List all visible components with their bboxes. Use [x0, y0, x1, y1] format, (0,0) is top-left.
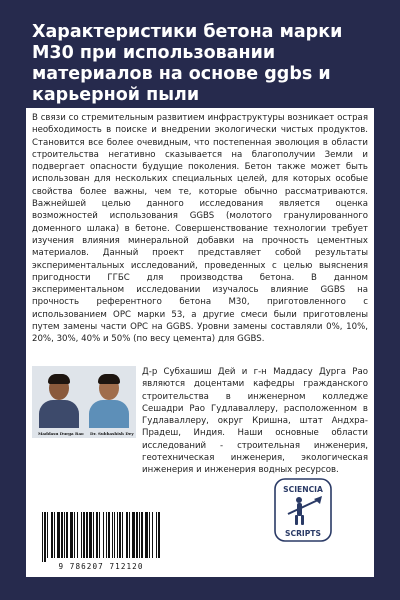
- barcode-bar: [103, 512, 104, 558]
- isbn-barcode: [34, 510, 168, 574]
- barcode-bar: [74, 512, 75, 558]
- barcode-bar: [93, 512, 94, 558]
- barcode-bar: [99, 512, 100, 558]
- barcode-bar: [57, 512, 60, 558]
- about-authors-text: Д-р Субхашиш Дей и г-н Маддасу Дурга Рао являются доцентами кафедры гражданского строительства в инженерном колледже Сешадри Рао Гудлаваллеру, расположенном в Гудлаваллеру, округ Кришна, штат Андхра-Прадеш, Индия. Наши основные области исследований - строительная инженерия, геотехническая инженерия, экологическая инженерия и инженерия водных ресурсов.: [142, 367, 368, 476]
- author-caption-1: Maddasu Durga Rao: [38, 431, 84, 436]
- back-cover-panel: [26, 108, 374, 577]
- barcode-bar: [141, 512, 143, 558]
- barcode-bar: [132, 512, 135, 558]
- author-portrait-2: [86, 372, 132, 428]
- barcode-bar: [158, 512, 160, 558]
- barcode-bar: [139, 512, 140, 558]
- author-caption-2: Dr. Subhashish Dey: [90, 431, 134, 436]
- barcode-bar: [145, 512, 148, 558]
- barcode-bar: [117, 512, 118, 558]
- barcode-bar: [47, 512, 48, 558]
- barcode-bar: [70, 512, 73, 558]
- barcode-bar: [112, 512, 113, 558]
- barcode-bar: [96, 512, 98, 558]
- barcode-bar: [136, 512, 138, 558]
- barcode-bar: [81, 512, 82, 558]
- book-title: Характеристики бетона марки М30 при использовании материалов на основе ggbs и карьерной пыли: [32, 22, 343, 105]
- barcode-bar: [119, 512, 121, 558]
- barcode-bar: [51, 512, 53, 558]
- barcode-bar: [152, 512, 153, 558]
- barcode-bar: [42, 512, 43, 562]
- authors-photo: [32, 366, 136, 438]
- barcode-bar: [54, 512, 55, 558]
- barcode-bar: [44, 512, 46, 562]
- barcode-bar: [86, 512, 88, 558]
- barcode-bar: [66, 512, 68, 558]
- barcode-bar: [61, 512, 63, 558]
- publisher-logo: [274, 478, 332, 542]
- barcode-bar: [149, 512, 150, 558]
- book-description: В связи со стремительным развитием инфраструктуры возникает острая необходимость в поиске и внедрении экологически чистых продуктов. Становится все более очевидным, что постепенная эволюция в области строительства негативно сказывается на благополучии Земли и подвергает опасности будущие поколения. Бетон также может быть использован для нескольких специальных целей, для которых особые свойства более важны, чем те, которые обычно рассматриваются. Важнейшей целью данного исследования является оценка возможностей использования GGBS (молотого гранулированного доменного шлака) в бетоне. Совершенствование технологии требует изучения влияния минеральной добавки на прочность цементных материалов. Данный проект представляет собой результаты экспериментальных исследований, проведенных с целью выяснения пригодности ГГБС для производства бетона. В данном экспериментальном исследовании изучалось влияние GGBS на прочность референтного бетона М30, приготовленного с использованием OPC марки 53, а другие смеси были приготовлены путем замены части OPC на GGBS. Уровни замены составляли 0%, 10%, 20%, 30%, 40% и 50% (по весу цемента) для GGBS.: [32, 113, 368, 345]
- barcode-bar: [77, 512, 78, 558]
- barcode-bar: [122, 512, 123, 558]
- isbn-number: 9 786207 712120: [58, 562, 144, 571]
- barcode-bar: [129, 512, 130, 558]
- barcode-bar: [108, 512, 110, 558]
- publisher-logo-top-text: SCIENCIA: [283, 485, 323, 494]
- barcode-bar: [126, 512, 128, 558]
- barcode-bar: [156, 512, 157, 558]
- barcode-bar: [89, 512, 92, 558]
- barcode-bars: [40, 512, 162, 562]
- publisher-logo-bottom-text: SCRIPTS: [285, 529, 321, 538]
- barcode-bar: [114, 512, 115, 558]
- barcode-bar: [83, 512, 85, 558]
- author-portrait-1: [36, 372, 82, 428]
- barcode-bar: [64, 512, 65, 558]
- barcode-bar: [106, 512, 107, 558]
